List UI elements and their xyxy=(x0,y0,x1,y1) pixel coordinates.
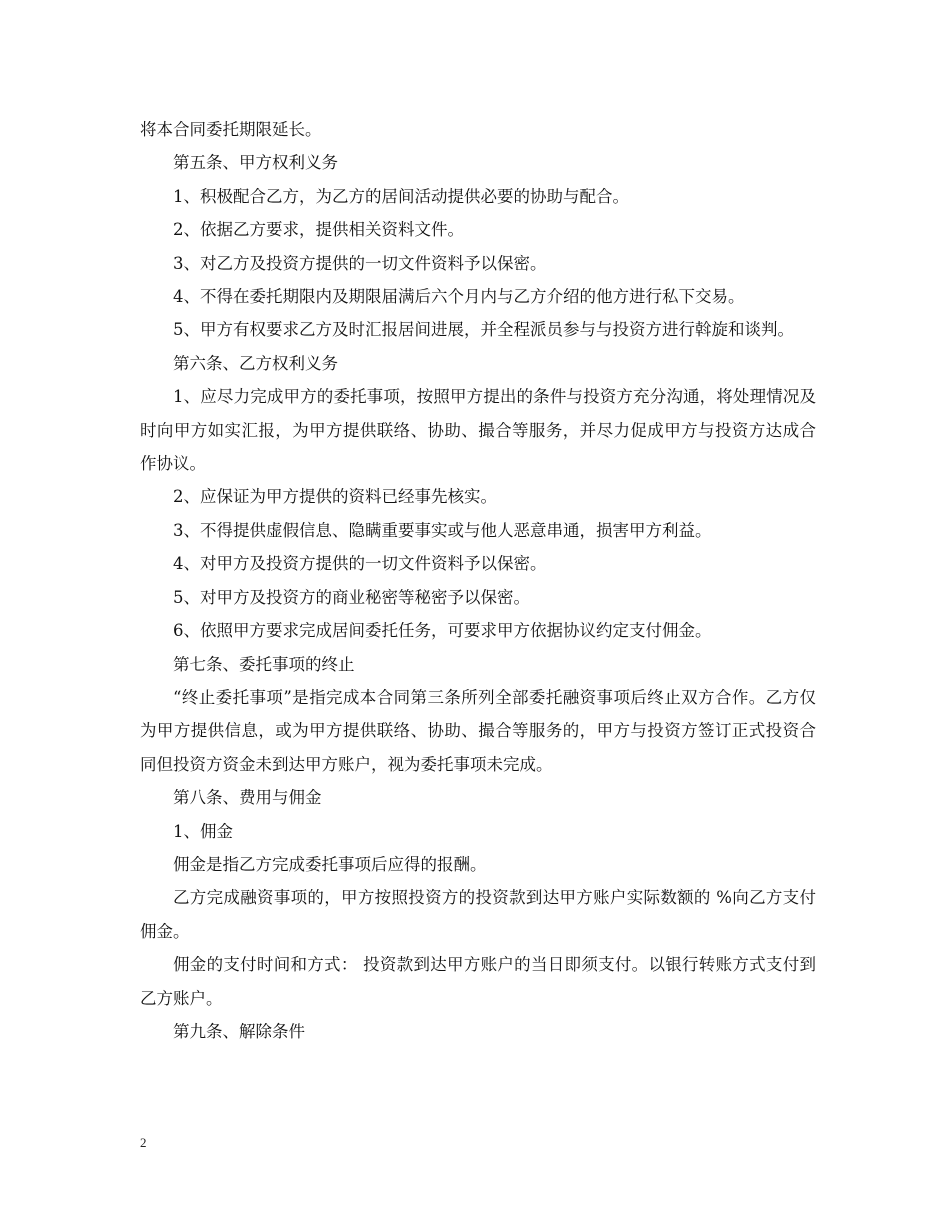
paragraph: 1、应尽力完成甲方的委托事项，按照甲方提出的条件与投资方充分沟通，将处理情况及时向甲方如实汇报，为甲方提供联络、协助、撮合等服务，并尽力促成甲方与投资方达成合作协议。 xyxy=(140,387,816,474)
paragraph: 5、甲方有权要求乙方及时汇报居间进展，并全程派员参与与投资方进行斡旋和谈判。 xyxy=(173,320,794,340)
paragraph: 5、对甲方及投资方的商业秘密等秘密予以保密。 xyxy=(173,587,530,607)
paragraph: 4、不得在委托期限内及期限届满后六个月内与乙方介绍的他方进行私下交易。 xyxy=(173,287,745,307)
paragraph: 1、佣金 xyxy=(173,821,233,841)
paragraph: 第五条、甲方权利义务 xyxy=(173,153,338,173)
paragraph: “终止委托事项”是指完成本合同第三条所列全部委托融资事项后终止双方合作。乙方仅为甲方提供信息，或为甲方提供联络、协助、撮合等服务的，甲方与投资方签订正式投资合同但投资方资金未到达甲方账户，视为委托事项未完成。 xyxy=(140,687,816,774)
paragraph: 1、积极配合乙方，为乙方的居间活动提供必要的协助与配合。 xyxy=(173,186,629,206)
paragraph: 将本合同委托期限延长。 xyxy=(140,120,322,139)
paragraph: 3、对乙方及投资方提供的一切文件资料予以保密。 xyxy=(173,253,547,273)
document-body xyxy=(140,113,816,1048)
paragraph: 3、不得提供虚假信息、隐瞒重要事实或与他人恶意串通，损害甲方利益。 xyxy=(173,520,712,540)
paragraph: 第八条、费用与佣金 xyxy=(173,788,322,808)
paragraph: 乙方完成融资事项的，甲方按照投资方的投资款到达甲方账户实际数额的 %向乙方支付佣金。 xyxy=(140,888,816,941)
paragraph: 第九条、解除条件 xyxy=(173,1021,305,1041)
paragraph: 2、应保证为甲方提供的资料已经事先核实。 xyxy=(173,487,497,507)
paragraph: 6、依照甲方要求完成居间委托任务，可要求甲方依据协议约定支付佣金。 xyxy=(173,621,712,641)
paragraph: 佣金是指乙方完成委托事项后应得的报酬。 xyxy=(173,854,487,874)
paragraph: 第七条、委托事项的终止 xyxy=(173,654,355,674)
paragraph: 2、依据乙方要求，提供相关资料文件。 xyxy=(173,220,464,240)
paragraph: 4、对甲方及投资方提供的一切文件资料予以保密。 xyxy=(173,554,547,574)
page-number: 2 xyxy=(140,1135,147,1150)
paragraph: 第六条、乙方权利义务 xyxy=(173,353,338,373)
paragraph: 佣金的支付时间和方式： 投资款到达甲方账户的当日即须支付。以银行转账方式支付到乙方账户。 xyxy=(140,955,816,1008)
